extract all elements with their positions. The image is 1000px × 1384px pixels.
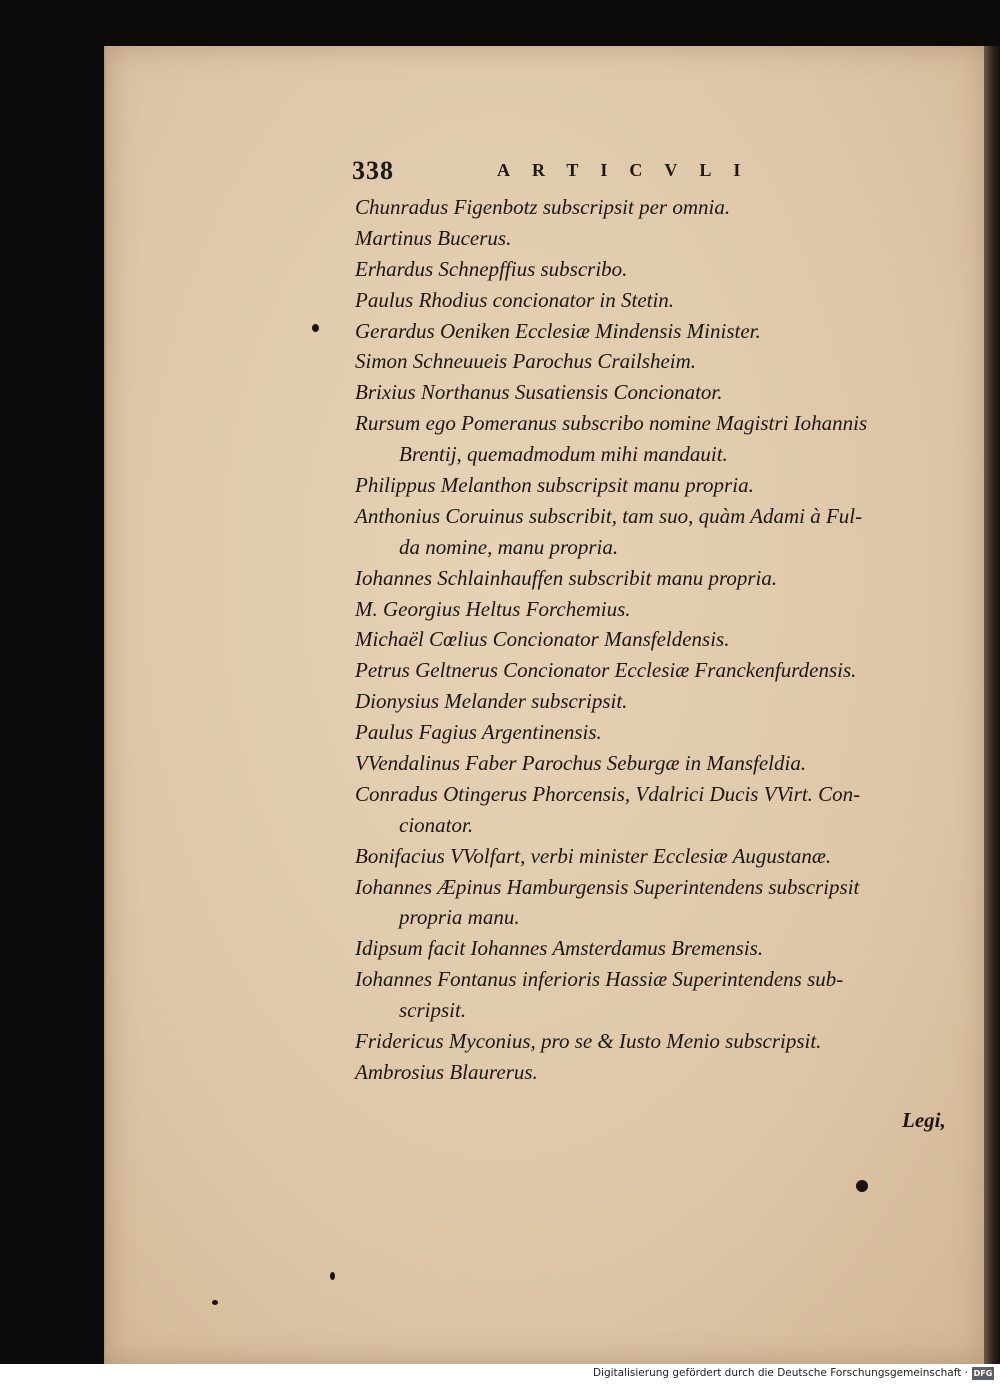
text-line: Iohannes Schlainhauffen subscribit manu propria. <box>355 565 778 590</box>
text-line: Gerardus Oeniken Ecclesiæ Mindensis Minister. <box>355 318 761 343</box>
text-line: Chunradus Figenbotz subscripsit per omnia. <box>355 195 731 219</box>
text-line: Simon Schneuueis Parochus Crailsheim. <box>355 349 697 374</box>
text-line: M. Georgius Heltus Forchemius. <box>355 596 631 621</box>
dfg-logo: DFG <box>973 1369 993 1378</box>
text-line: da nomine, manu propria. <box>399 534 619 559</box>
text-line: Iohannes Æpinus Hamburgensis Superintendens subscripsit <box>355 874 860 899</box>
footer-bar <box>0 1364 1000 1384</box>
text-line: Petrus Geltnerus Concionator Ecclesiæ Franckenfurdensis. <box>355 658 857 683</box>
page-number: 338 <box>352 156 394 185</box>
text-line: Rursum ego Pomeranus subscribo nomine Magistri Iohannis <box>355 411 868 436</box>
text-line: Anthonius Coruinus subscribit, tam suo, quàm Adami à Ful- <box>355 503 863 528</box>
text-line: Iohannes Fontanus inferioris Hassiæ Superintendens sub- <box>355 967 844 992</box>
ink-spot <box>330 1272 335 1280</box>
text-line: cionator. <box>399 812 474 837</box>
text-line: Idipsum facit Iohannes Amsterdamus Bremensis. <box>355 936 764 961</box>
funding-credit: Digitalisierung gefördert durch die Deutsche Forschungsgemeinschaft · <box>592 1367 968 1379</box>
text-line: Bonifacius VVolfart, verbi minister Ecclesiæ Augustanæ. <box>355 843 832 868</box>
ink-spot <box>212 1300 218 1305</box>
text-line: Erhardus Schnepffius subscribo. <box>355 256 628 281</box>
text-line: Dionysius Melander subscripsit. <box>355 689 628 714</box>
running-head: ARTICVLI <box>497 160 763 180</box>
catchword: Legi, <box>902 1108 946 1132</box>
ink-spot <box>856 1180 868 1192</box>
text-line: Conradus Otingerus Phorcensis, Vdalrici Ducis VVirt. Con- <box>355 781 861 806</box>
text-line: scripsit. <box>399 998 467 1023</box>
text-line: Martinus Bucerus. <box>355 225 512 250</box>
signatory-list <box>355 192 975 1088</box>
text-line: Brentij, quemadmodum mihi mandauit. <box>399 442 728 467</box>
text-line: Brixius Northanus Susatiensis Concionator. <box>355 380 723 405</box>
text-line: Michaël Cœlius Concionator Mansfeldensis. <box>355 627 730 652</box>
text-line: Philippus Melanthon subscripsit manu propria. <box>355 473 754 498</box>
page-edge-shadow <box>984 46 1000 1364</box>
text-line: VVendalinus Faber Parochus Seburgæ in Mansfeldia. <box>355 751 807 776</box>
text-line: Ambrosius Blaurerus. <box>355 1059 538 1084</box>
text-line: Fridericus Myconius, pro se & Iusto Menio subscripsit. <box>355 1029 822 1054</box>
text-line: Paulus Rhodius concionator in Stetin. <box>355 287 675 312</box>
page-header <box>352 156 832 192</box>
text-line: propria manu. <box>399 905 520 930</box>
ink-spot <box>312 324 319 332</box>
text-line: Paulus Fagius Argentinensis. <box>355 720 602 745</box>
